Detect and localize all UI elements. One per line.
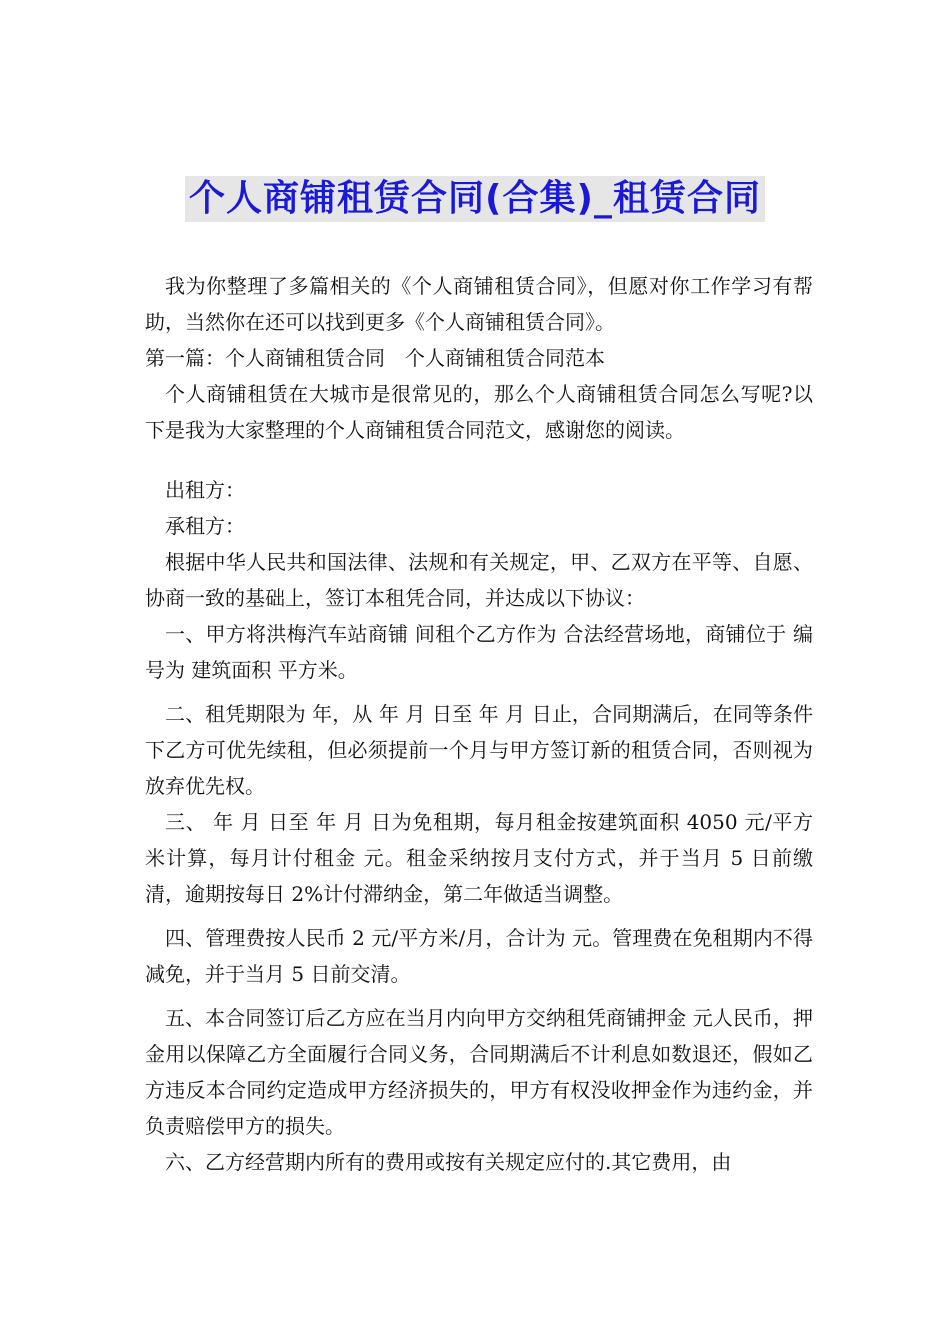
clause-2: 二、租凭期限为 年，从 年 月 日至 年 月 日止，合同期满后，在同等条件下乙方可优先续租，但必须提前一个月与甲方签订新的租赁合同，否则视为放弃优先权。 [145,702,813,798]
document-title: 个人商铺租赁合同(合集)_租赁合同 [185,176,765,222]
clause-5: 五、本合同签订后乙方应在当月内向甲方交纳租凭商铺押金 元人民币，押金用以保障乙方全面履行合同义务，合同期满后不计利息如数退还，假如乙方违反本合同约定造成甲方经济损失的，甲方有权没收押金作为违约金，并负责赔偿甲方的损失。 [145,1006,813,1138]
lessee-label: 承租方： [165,514,245,538]
spacer [145,688,813,696]
preamble-paragraph: 根据中华人民共和国法律、法规和有关规定，甲、乙双方在平等、自愿、协商一致的基础上，签订本租凭合同，并达成以下协议： [145,550,813,610]
clause-1: 一、甲方将洪梅汽车站商铺 间租个乙方作为 合法经营场地，商铺位于 编号为 建筑面积 平方米。 [145,622,813,682]
spacer [145,912,813,920]
clause-3: 三、 年 月 日至 年 月 日为免租期，每月租金按建筑面积 4050 元/平方米计算，每月计付租金 元。租金采纳按月支付方式，并于当月 5 日前缴清，逾期按每日 2%计付滞纳金，第二年做适当调整。 [145,810,813,906]
document-body [145,268,813,1180]
lessor-label: 出租方： [165,478,245,502]
clause-6: 六、乙方经营期内所有的费用或按有关规定应付的.其它费用，由 [165,1150,732,1174]
intro-paragraph: 我为你整理了多篇相关的《个人商铺租赁合同》，但愿对你工作学习有帮助，当然你在还可以找到更多《个人商铺租赁合同》。 [145,274,813,334]
spacer [145,992,813,1000]
spacer [145,448,813,472]
title-container [0,176,950,222]
clause-4: 四、管理费按人民币 2 元/平方米/月，合计为 元。管理费在免租期内不得减免，并于当月 5 日前交清。 [145,926,813,986]
section-intro-paragraph: 个人商铺租赁在大城市是很常见的，那么个人商铺租赁合同怎么写呢?以下是我为大家整理的个人商铺租赁合同范文，感谢您的阅读。 [145,382,813,442]
section-heading: 第一篇：个人商铺租赁合同 个人商铺租赁合同范本 [145,346,605,370]
